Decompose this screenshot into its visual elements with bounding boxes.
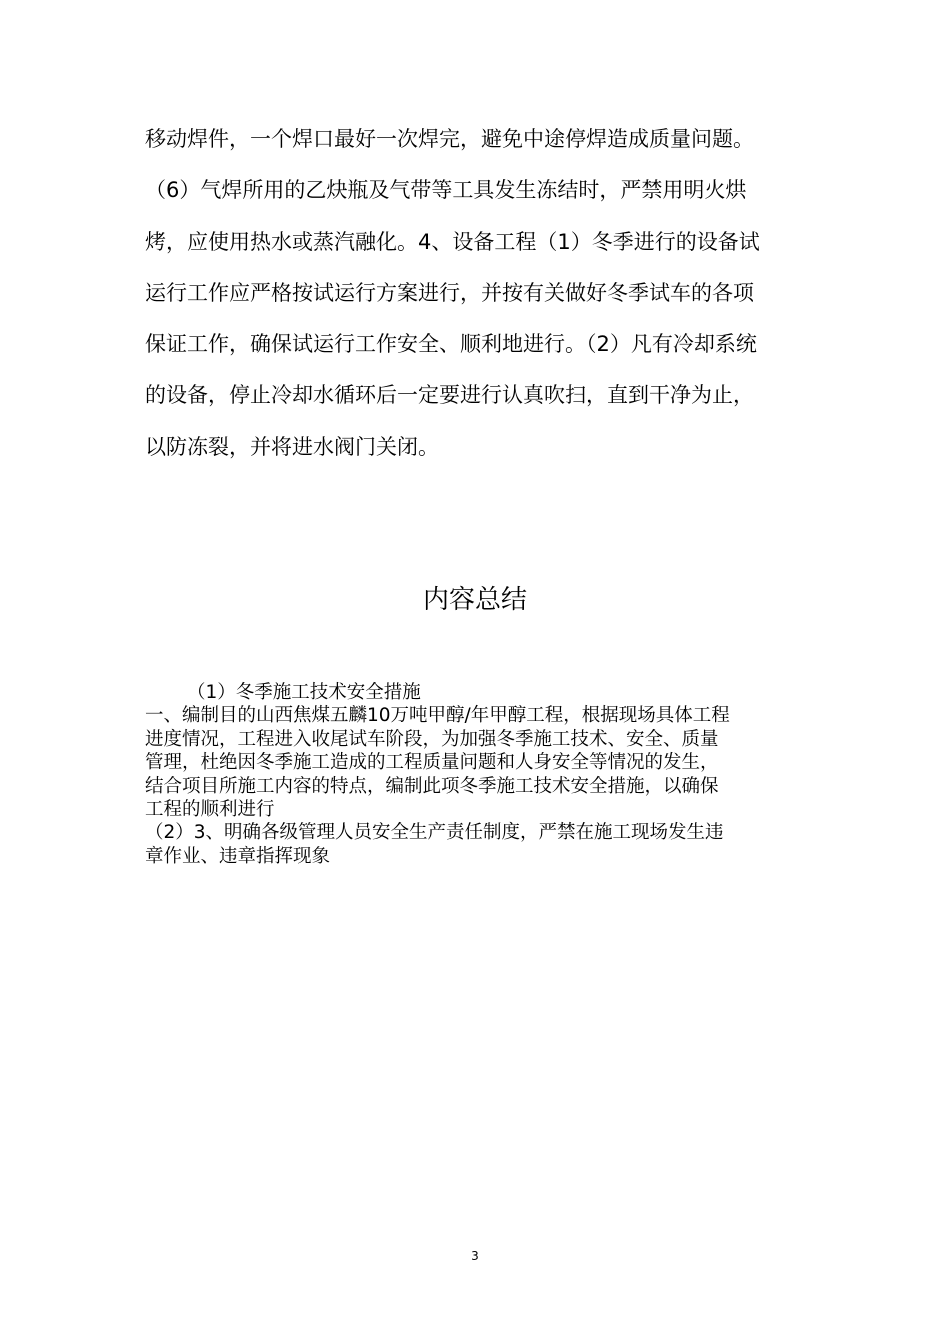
summary-line: 管理，杜绝因冬季施工造成的工程质量问题和人身安全等情况的发生， xyxy=(145,752,719,774)
body-line: 烤，应使用热水或蒸汽融化。4、设备工程（1）冬季进行的设备试 xyxy=(145,229,760,254)
body-line: （6）气焊所用的乙炔瓶及气带等工具发生冻结时，严禁用明火烘 xyxy=(145,178,747,203)
body-line: 移动焊件，一个焊口最好一次焊完，避免中途停焊造成质量问题。 xyxy=(145,127,754,151)
summary-section xyxy=(145,681,815,868)
body-paragraph xyxy=(145,114,825,473)
summary-line: 结合项目所施工内容的特点，编制此项冬季施工技术安全措施，以确保 xyxy=(145,775,719,797)
summary-line: 工程的顺利进行 xyxy=(145,798,275,820)
body-line: 的设备，停止冷却水循环后一定要进行认真吹扫，直到干净为止， xyxy=(145,383,754,408)
summary-line: 一、编制目的山西焦煤五麟10万吨甲醇/年甲醇工程，根据现场具体工程 xyxy=(145,705,730,727)
body-line: 运行工作应严格按试运行方案进行，并按有关做好冬季试车的各项 xyxy=(145,280,754,305)
summary-title: 内容总结 xyxy=(422,585,527,615)
summary-line: （1）冬季施工技术安全措施 xyxy=(187,682,421,703)
page-number: 3 xyxy=(471,1249,479,1263)
summary-line: 进度情况，工程进入收尾试车阶段，为加强冬季施工技术、安全、质量 xyxy=(145,728,719,750)
body-line: 保证工作，确保试运行工作安全、顺利地进行。（2）凡有冷却系统 xyxy=(145,332,757,357)
summary-line: 章作业、违章指挥现象 xyxy=(145,845,331,867)
body-line: 以防冻裂，并将进水阀门关闭。 xyxy=(145,434,439,459)
summary-line: （2）3、明确各级管理人员安全生产责任制度，严禁在施工现场发生违 xyxy=(145,822,724,844)
